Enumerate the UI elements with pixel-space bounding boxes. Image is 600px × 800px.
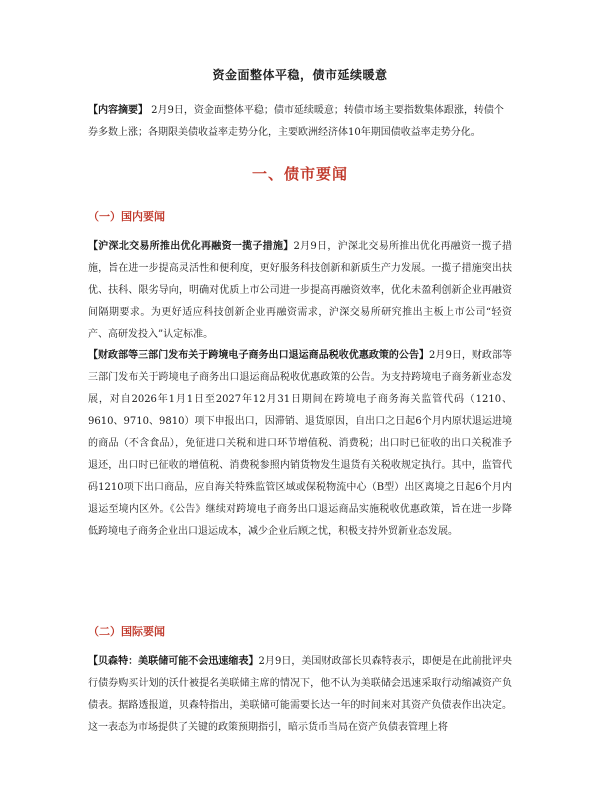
subsection-title-domestic: （一）国内要闻: [88, 210, 165, 223]
news-paragraph-refinancing: [88, 236, 512, 346]
news-headline-cross-border-ecommerce: 【财政部等三部门发布关于跨境电子商务出口退运商品税收优惠政策的公告】: [88, 350, 430, 361]
summary-label: 【内容摘要】: [88, 105, 148, 116]
news-headline-bessent: 【贝森特：美联储可能不会迅速缩表】: [88, 656, 259, 667]
document-title: 资金面整体平稳，债市延续暖意: [212, 68, 388, 82]
section-title-bond-news: 一、债市要闻: [251, 165, 348, 183]
news-body-refinancing: 2月9日，沪深北交易所推出优化再融资一揽子措施，旨在进一步提高灵活性和便利度，更好服务科技创新和新质生产力发展。一揽子措施突出扶优、扶科、限劣导向，明确对优质上市公司进一步提高再融资效率，优化未盈利创新企业再融资间隔期要求。为更好适应科技创新企业再融资需求，沪深交易所研究推出主板上市公司“轻资产、高研发投入”认定标准。: [88, 241, 512, 340]
subsection-title-international: （二）国际要闻: [88, 625, 165, 638]
summary-text: 2月9日，资金面整体平稳；债市延续暖意；转债市场主要指数集体跟涨，转债个券多数上涨；各期限美债收益率走势分化，主要欧洲经济体10年期国债收益率走势分化。: [88, 105, 504, 138]
news-headline-refinancing: 【沪深北交易所推出优化再融资一揽子措施】: [88, 241, 294, 252]
news-paragraph-cross-border-ecommerce: [88, 345, 512, 543]
news-body-cross-border-ecommerce: 2月9日，财政部等三部门发布关于跨境电子商务出口退运商品税收优惠政策的公告。为支持跨境电子商务新业态发展，对自2026年1月1日至2027年12月31日期间在跨境电子商务海关监管代码（1210、9610、9710、9810）项下申报出口，因滞销、退货原因，自出口之日起6个月内原状退运进境的商品（不含食品），免征进口关税和进口环节增值税、消费税；出口时已征收的出口关税准予退还，出口时已征收的增值税、消费税参照内销货物发生退货有关税收规定执行。其中，监管代码1210项下出口商品，应自海关特殊监管区域或保税物流中心（B型）出区离境之日起6个月内退运至境内区外。《公告》继续对跨境电子商务出口退运商品实施税收优惠政策，旨在进一步降低跨境电子商务企业出口退运成本，减少企业后顾之忧，积极支持外贸新业态发展。: [88, 350, 512, 537]
summary-paragraph: [88, 100, 512, 144]
news-paragraph-bessent: [88, 651, 512, 771]
news-body-bessent: 2月9日，美国财政部长贝森特表示，即便是在此前批评央行债券购买计划的沃什被提名美联储主席的情况下，他不认为美联储会迅速采取行动缩减资产负债表。据路透报道，贝森特指出，美联储可能需要长达一年的时间来对其资产负债表作出决定。这一表态为市场提供了关键的政策预期指引，暗示货币当局在资产负债表管理上将: [88, 656, 512, 733]
